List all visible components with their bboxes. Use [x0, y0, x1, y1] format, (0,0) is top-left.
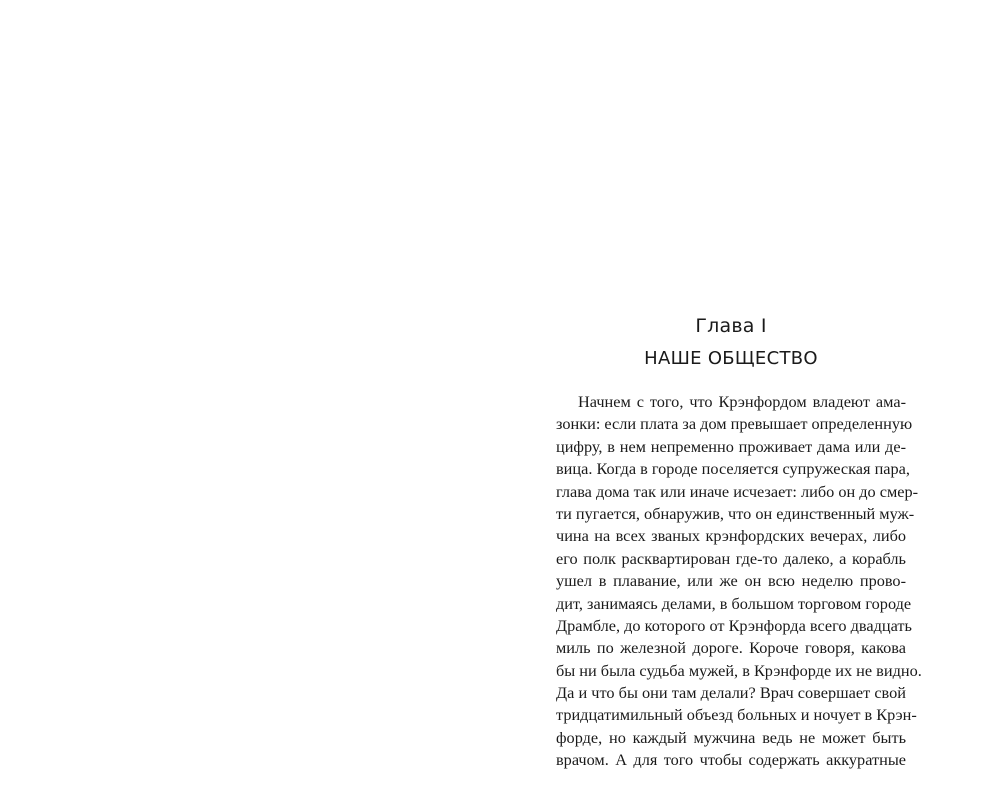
text-line: его полк расквартирован где-то далеко, а корабль: [556, 548, 906, 568]
text-line: вица. Когда в городе поселяется супружеская пара,: [556, 459, 910, 479]
text-line: Начнем с того, что Крэнфордом владеют ама-: [578, 392, 906, 411]
text-line: ти пугается, обнаружив, что он единственный муж-: [556, 503, 915, 523]
text-line: чина на всех званых крэнфордских вечерах, либо: [556, 526, 906, 546]
text-line: зонки: если плата за дом превышает определенную: [556, 414, 913, 434]
text-line: дит, занимаясь делами, в большом торговом городе: [556, 593, 912, 613]
chapter-title: НАШЕ ОБЩЕСТВО: [644, 348, 818, 369]
text-line: миль по железной дороге. Короче говоря, какова: [556, 638, 906, 658]
text-line: форде, но каждый мужчина ведь не может быть: [556, 727, 906, 747]
body-paragraph: [556, 391, 922, 772]
text-line: тридцатимильный объезд больных и ночует в Крэн-: [556, 705, 917, 725]
text-line: бы ни была судьба мужей, в Крэнфорде их не видно.: [556, 660, 922, 680]
text-line: глава дома так или иначе исчезает: либо он до смер-: [556, 481, 919, 501]
chapter-number: Глава I: [695, 315, 767, 337]
text-line: Да и что бы они там делали? Врач совершает свой: [556, 683, 906, 703]
text-line: Драмбле, до которого от Крэнфорда всего двадцать: [556, 615, 912, 635]
text-line: врачом. А для того чтобы содержать аккуратные: [556, 750, 906, 770]
text-line: цифру, в нем непременно проживает дама или де-: [556, 436, 906, 456]
text-line: ушел в плавание, или же он всю неделю прово-: [556, 571, 906, 591]
